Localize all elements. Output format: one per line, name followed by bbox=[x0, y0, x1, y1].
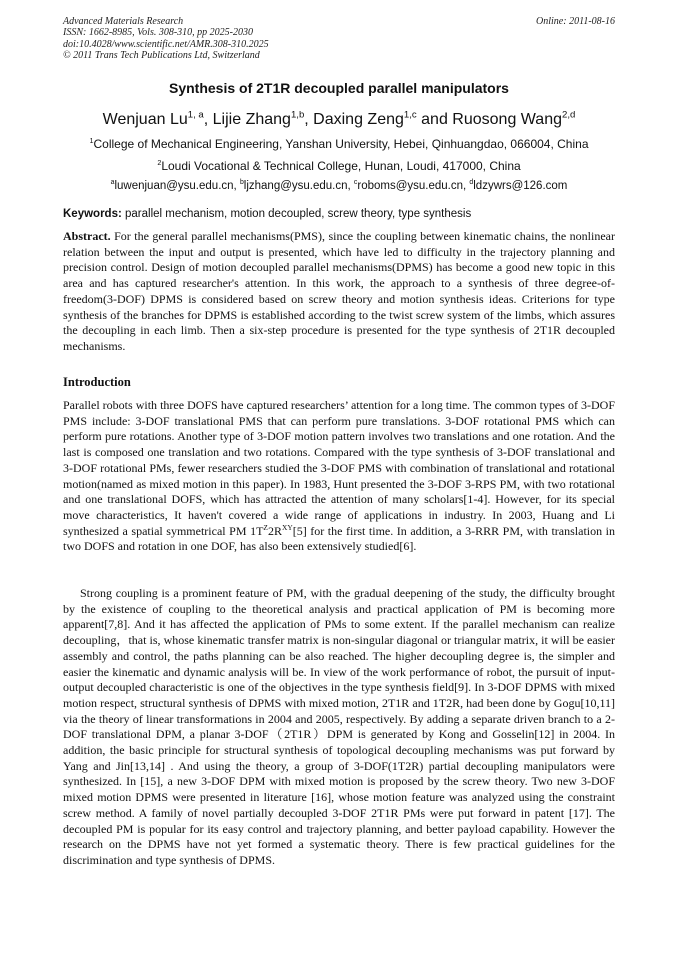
affiliation-2 bbox=[40, 159, 638, 173]
email-mark: d bbox=[469, 179, 474, 187]
email-mark: a bbox=[110, 179, 115, 187]
keywords-label: Keywords: bbox=[63, 208, 122, 220]
copyright-line: © 2011 Trans Tech Publications Ltd, Switzerland bbox=[63, 50, 260, 62]
author-affiliation-mark: 1, a bbox=[187, 109, 204, 121]
affiliation-text: Loudi Vocational & Technical College, Hunan, Loudi, 417000, China bbox=[161, 159, 521, 173]
author-separator: and bbox=[416, 111, 453, 128]
affiliation-mark: 1 bbox=[89, 136, 94, 145]
author-name: Lijie Zhang bbox=[212, 111, 291, 128]
journal-name: Advanced Materials Research bbox=[63, 16, 184, 27]
abstract-label: Abstract. bbox=[63, 229, 111, 243]
paper-title: Synthesis of 2T1R decoupled parallel manipulators bbox=[169, 80, 509, 96]
intro-text: 2R bbox=[267, 523, 282, 538]
email-address: roboms@ysu.edu.cn, bbox=[357, 180, 470, 192]
intro-paragraph-2: Strong coupling is a prominent feature of PM, with the gradual deepening of the study, the difficulty brought by the existence of coupling to the theoretical analysis and practical application of PM is becoming more apparent[7,8]. And it has affected the application of PMs to some extent. If the parallel mechanism can realize decoupling，that is, whose kinematic transfer matrix is non-singular diagonal or triangular matrix, it will be easier assembly and control, the paths planning can be also reached. The higher decoupling degree is, the simpler and easier the kinematic and dynamic analysis will be. In view of the work performance of robot, the pursuit of input-output decoupled characteristic is one of the objectives in the type synthesis field[9]. In 3-DOF DPMS with mixed motion respect, structural synthesis of DPMS with mixed motion, 2T1R and 1T2R, had been done by Gogu[10,11] via the theory of linear transformations in 2004 and 2005, respectively. By adding a separate driven branch to a 2-DOF translational DPM, a planar 3-DOF（2T1R）DPM is generated by Kong and Gosselin[12] in 2004. In addition, the basic principle for structural synthesis of topological decoupling mechanisms was put forward by Yang and Jin[13,14] . And using the theory, a group of 3-DOF(1T2R) partial decoupling manipulators were synthesized. In [15], a new 3-DOF DPM with mixed motion is proposed by the screw theory. Two new 3-DOF mixed motion DPMS were presented in literature [16], whose motion feature was analyzed using the constraint screw method. A family of novel partially decoupled 3-DOF 2T1R PMs were put forward in patent [17]. The decoupled PM is popular for its easy control and trajectory planning, and better payload capability. However the research on the DPMS have not yet formed a systematic theory. There is few practical guidelines for the discrimination and type synthesis of DPMS. bbox=[63, 586, 615, 867]
author-affiliation-mark: 2,d bbox=[562, 109, 576, 121]
doi-line: doi:10.4028/www.scientific.net/AMR.308-310.2025 bbox=[63, 38, 269, 50]
affiliation-1 bbox=[40, 137, 638, 151]
author-separator: , bbox=[203, 111, 213, 128]
section-heading-introduction: Introduction bbox=[63, 375, 131, 389]
author-emails bbox=[40, 180, 638, 192]
author-name: Daxing Zeng bbox=[313, 111, 404, 128]
keywords-line bbox=[63, 208, 615, 220]
author-name: Ruosong Wang bbox=[452, 111, 562, 128]
intro-text: [5] for the first time. In addition, a 3-RRR PM, with translation in two DOFS and rotation in one DOF, has also been extensively studied[6]. bbox=[63, 523, 615, 554]
intro-superscript: XY bbox=[281, 522, 293, 532]
publication-header bbox=[63, 16, 615, 64]
author-separator: , bbox=[304, 111, 314, 128]
affiliation-text: College of Mechanical Engineering, Yanshan University, Hebei, Qinhuangdao, 066004, China bbox=[93, 137, 589, 151]
email-address: luwenjuan@ysu.edu.cn, bbox=[114, 180, 240, 192]
keywords-text: parallel mechanism, motion decoupled, screw theory, type synthesis bbox=[121, 208, 472, 220]
online-date: Online: 2011-08-16 bbox=[536, 16, 615, 27]
affiliation-mark: 2 bbox=[157, 158, 162, 167]
author-name: Wenjuan Lu bbox=[102, 111, 188, 128]
intro-superscript: Z bbox=[263, 522, 268, 532]
abstract-paragraph bbox=[63, 229, 615, 355]
abstract-text: For the general parallel mechanisms(PMS), since the coupling between kinematic chains, the nonlinear relation between the input and output is presented, which have led to difficulty in the trajectory planning and precision control. Design of motion decoupled parallel mechanisms(DPMS) has become a good new topic in this area and has captured researcher's attention. In this work, the approach to a synthesis of three degree-of-freedom(3-DOF) DPMS is considered based on screw theory and motion synthesis ideas. Criterions for type synthesis of the branches for DPMS is established according to the twist screw system of the limbs, which assures the decoupling in each limb. Then a six-step procedure is presented for the type synthesis of 2T1R decoupled mechanisms. bbox=[63, 229, 615, 353]
intro-paragraph-1 bbox=[63, 398, 615, 555]
author-affiliation-mark: 1,c bbox=[403, 109, 417, 121]
email-mark: c bbox=[353, 179, 358, 187]
intro-text: Parallel robots with three DOFS have captured researchers’ attention for a long time. The common types of 3-DOF PMS include: 3-DOF translational PMS that can perform pure translations. 3-DOF rotational PMS which can perform pure rotations. Another type of 3-DOF motion pattern involves two translations and one rotation. And the last is composed one translation and two rotations. Compared with the type synthesis of 3-DOF translational and 3-DOF rotational PMs, fewer researchers studied the 3-DOF PMS with combination of translational and rotational motion(named as mixed motion in this paper). In 1983, Hunt presented the 3-DOF 3-RPS PM, with two rotational and one translational DOFS, which has attracted the attention of many scholars[1-4]. However, for its special move characteristics, It haven't covered a wide range of applications in industry. In 2003, Huang and Li synthesized a spatial symmetrical PM 1T bbox=[63, 398, 615, 538]
email-address: ljzhang@ysu.edu.cn, bbox=[243, 180, 354, 192]
author-list bbox=[40, 111, 638, 129]
issn-line: ISSN: 1662-8985, Vols. 308-310, pp 2025-2030 bbox=[63, 27, 253, 39]
email-address: ldzywrs@126.com bbox=[473, 180, 568, 192]
email-mark: b bbox=[239, 179, 244, 187]
author-affiliation-mark: 1,b bbox=[290, 109, 305, 121]
